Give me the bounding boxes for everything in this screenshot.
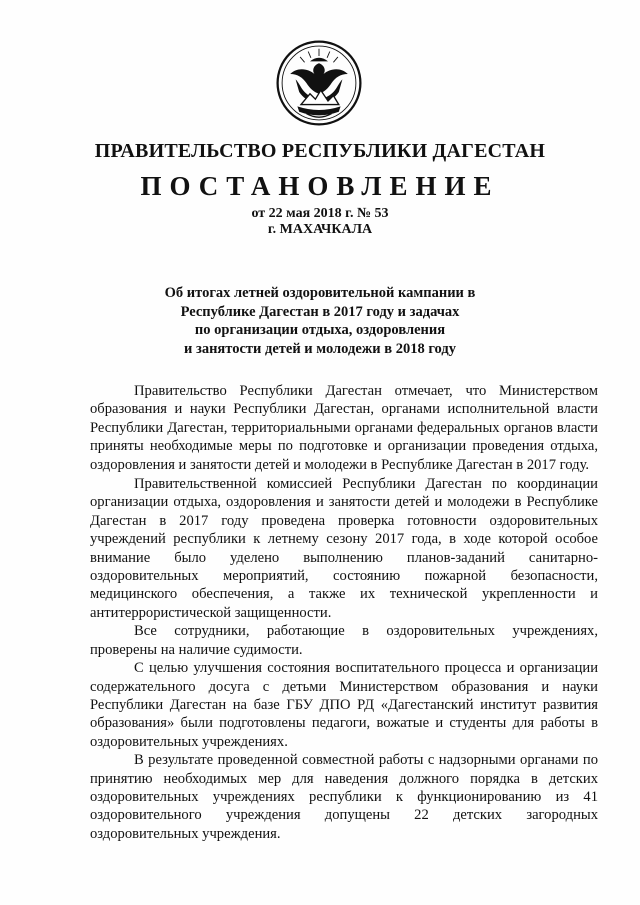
- subject-line: Республике Дагестан в 2017 году и задачах: [180, 303, 460, 320]
- document-body: [90, 382, 598, 843]
- body-paragraph: В результате проведенной совместной работы с надзорными органами по принятию необходимых мер для наведения должного порядка в детских оздоровительных учреждениях республики к функционированию из 41 оздоровительного учреждения допущены 22 детских загородных оздоровительных учреждения.: [90, 752, 598, 842]
- document-type: ПОСТАНОВЛЕНИЕ: [140, 171, 500, 201]
- document-date-number: от 22 мая 2018 г. № 53: [251, 206, 389, 221]
- government-name: ПРАВИТЕЛЬСТВО РЕСПУБЛИКИ ДАГЕСТАН: [94, 140, 546, 162]
- subject-line: по организации отдыха, оздоровления: [194, 322, 446, 338]
- subject-line: Об итогах летней оздоровительной кампании в: [164, 285, 476, 301]
- document-city: г. МАХАЧКАЛА: [267, 222, 373, 237]
- document-subject: [0, 284, 640, 358]
- body-paragraph: С целью улучшения состояния воспитательного процесса и организации содержательного досуга с детьми Министерством образования и науки Республики Дагестан на базе ГБУ ДПО РД «Дагестанский институт развития образования» были подготовлены педагоги, вожатые и студенты для работы в оздоровительных учреждениях.: [90, 660, 598, 750]
- subject-line: и занятости детей и молодежи в 2018 году: [184, 340, 456, 357]
- dagestan-coat-of-arms-icon: [274, 38, 364, 128]
- body-paragraph: Правительство Республики Дагестан отмечает, что Министерством образования и науки Республики Дагестан, органами исполнительной власти Республики Дагестан, территориальными органами федеральных органов власти приняты необходимые меры по подготовке и организации проведения отдыха, оздоровления и занятости детей и молодежи в Республике Дагестан в 2017 году.: [90, 383, 598, 473]
- body-paragraph: Все сотрудники, работающие в оздоровительных учреждениях, проверены на наличие судимости.: [90, 623, 598, 658]
- body-paragraph: Правительственной комиссией Республики Дагестан по координации организации отдыха, оздоровления и занятости детей и молодежи в Республике Дагестан в 2017 году проведена проверка готовности оздоровительных учреждений республики к летнему сезону 2017 года, в ходе которой особое внимание было уделено выполнению планов-заданий санитарно-оздоровительных мероприятий, состоянию пожарной безопасности, медицинского обеспечения, а также их технической укрепленности и антитеррористической защищенности.: [90, 476, 598, 621]
